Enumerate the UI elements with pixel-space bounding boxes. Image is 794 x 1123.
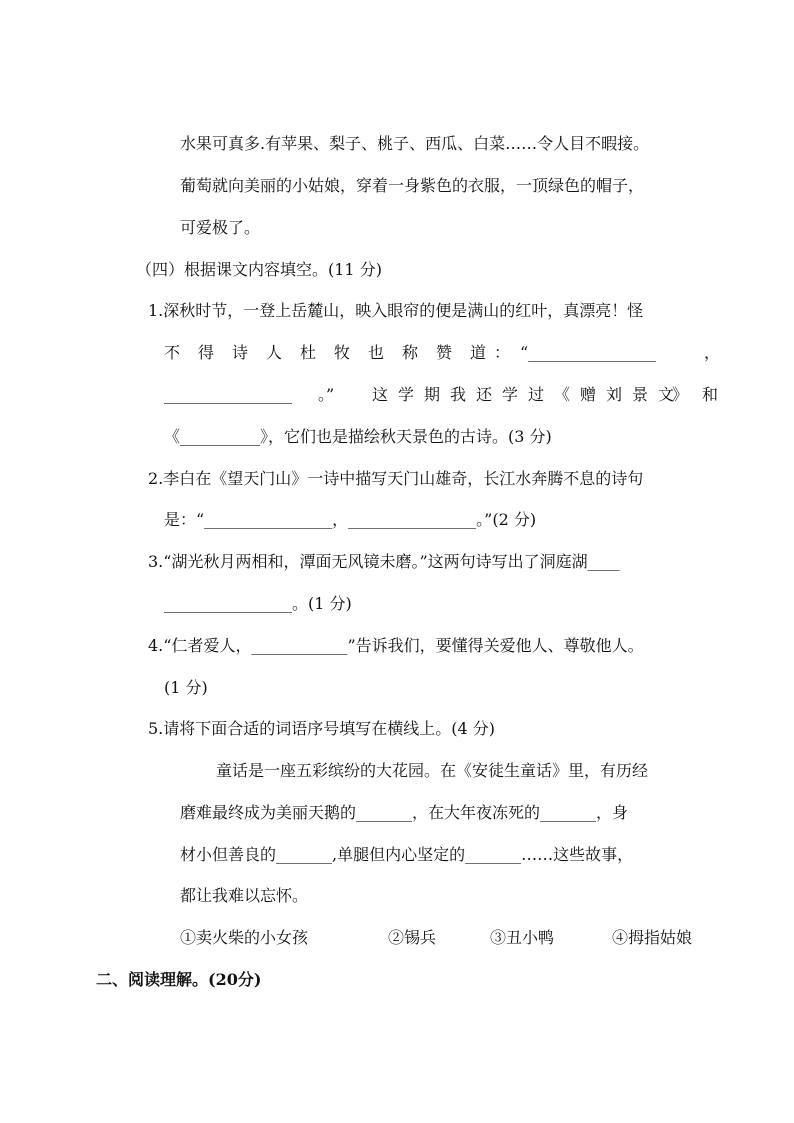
q5-line-1: 5.请将下面合适的词语序号填写在横线上。(4 分) [148,719,496,738]
q4-line-1: 4.“仁者爱人，____________”告诉我们，要懂得关爱他人、尊敬他人。 [148,636,644,655]
q1-line-4: 《__________》，它们也是描绘秋天景色的古诗。(3 分) [164,427,552,446]
q1-line-3-word: 学 [502,385,519,404]
q5-paragraph-line-1: 童话是一座五彩缤纷的大花园。在《安徒生童话》里，有历经 [216,761,649,780]
q1-line-3-word: 文 [658,385,675,404]
q5-paragraph-line-4: 都让我难以忘怀。 [180,886,309,905]
q1-line-2-word: 诗 [232,343,249,362]
q1-line-2-word: 人 [266,343,283,362]
q1-line-2-word: 称 [402,343,419,362]
q1-line-3-word: 学 [398,385,415,404]
q1-blank-2: ________________ [164,385,292,404]
q1-line-1: 1.深秋时节，一登上岳麓山，映入眼帘的便是满山的红叶，真漂亮！怪 [148,301,644,320]
q5-paragraph-line-3: 材小但善良的_______,单腿但内心坚定的_______……这些故事， [180,845,634,864]
q1-line-2-word: 也 [368,343,385,362]
q1-line-3-word: 。” [318,385,335,404]
q1-line-2-word: 不 [164,343,181,362]
q1-line-3-word: 期 [424,385,441,404]
q1-blank-1: “________________ [520,343,657,362]
q3-line-2: ________________。(1 分) [164,594,352,613]
q1-line-3-word: 《 [554,385,571,404]
q1-line-2-word: 杜 [300,343,317,362]
q1-line-2-word: 道 [470,343,487,362]
section-2-heading: 二、阅读理解。(20分) [96,970,262,989]
q1-line-3-word: 和 [702,385,719,404]
q1-line-3-word: 景 [632,385,649,404]
q4-line-2: (1 分) [164,678,208,697]
q1-line-3-word: 我 [450,385,467,404]
q3-line-1: 3.“湖光秋月两相和，潭面无风镜未磨。”这两句诗写出了洞庭湖____ [148,552,620,571]
q5-paragraph-line-2: 磨难最终成为美丽天鹅的_______，在大年夜冻死的_______，身 [180,803,629,822]
q1-line-2-word: 牧 [334,343,351,362]
q1-line-3-word: 刘 [606,385,623,404]
q1-line-3-word: 还 [476,385,493,404]
q1-line-2-word: ， [704,343,721,362]
q1-line-2-word: ： [494,343,511,362]
q5-option-4: ④拇指姑娘 [612,928,693,947]
q5-option-1: ①卖火柴的小女孩 [180,928,309,947]
prev-line-1: 水果可真多.有苹果、梨子、桃子、西瓜、白菜……令人目不暇接。 [180,134,650,153]
q1-line-3-word: 过 [528,385,545,404]
q2-line-2: 是：“________________，________________。”(2 分) [164,510,537,529]
section-4-heading: （四）根据课文内容填空。(11 分) [136,260,382,279]
q1-line-3-word: 》 [672,385,689,404]
prev-line-3: 可爱极了。 [180,218,261,237]
q2-line-1: 2.李白在《望天门山》一诗中描写天门山雄奇，长江水奔腾不息的诗句 [148,469,644,488]
prev-line-2: 葡萄就向美丽的小姑娘，穿着一身紫色的衣服，一顶绿色的帽子， [180,176,645,195]
q5-option-3: ③丑小鸭 [490,928,555,947]
q1-line-2-word: 赞 [436,343,453,362]
q1-line-2-word: 得 [198,343,215,362]
q1-line-3-word: 赠 [580,385,597,404]
q5-option-2: ②锡兵 [388,928,437,947]
q1-line-3-word: 这 [372,385,389,404]
